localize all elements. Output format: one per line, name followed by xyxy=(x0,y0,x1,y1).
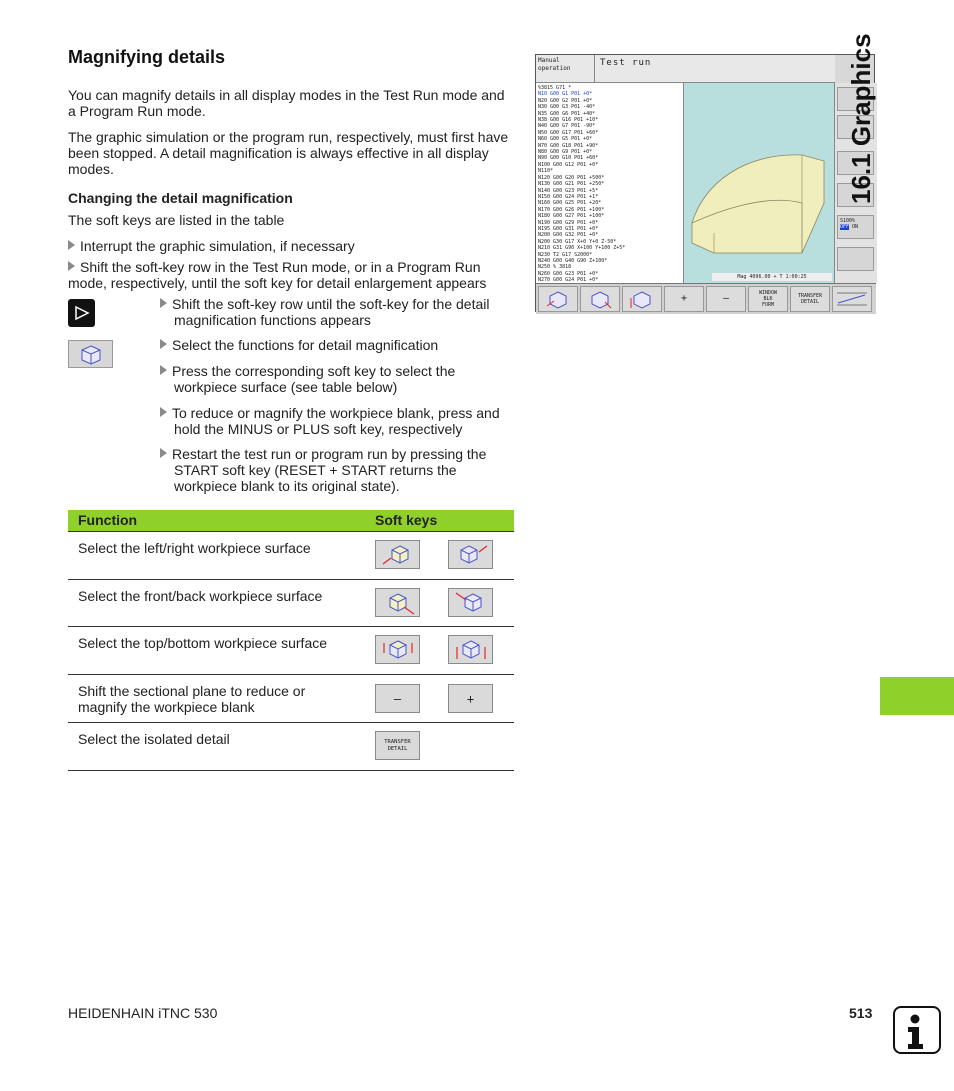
mode-label: Manual operation xyxy=(536,55,595,83)
detail-magnification-key[interactable] xyxy=(68,340,113,368)
program-line: N240 G00 G40 G90 Z+100* xyxy=(538,257,608,264)
bullet-arrow-icon xyxy=(68,261,75,271)
graphics-window xyxy=(684,83,834,283)
program-line: N190 G00 G29 P01 +0* xyxy=(538,219,599,226)
bullet-arrow-icon xyxy=(160,339,167,349)
step-5: Restart the test run or program run by pressing the START soft key (RESET + START returns the workpiece blank to its original state). xyxy=(160,446,486,494)
program-line: N130 G00 G21 P01 +250* xyxy=(538,181,605,188)
chapter-side-title: 16.1 Graphics xyxy=(846,33,876,204)
step-3: Press the corresponding soft key to select the workpiece surface (see table below) xyxy=(160,363,455,395)
back-surface-softkey[interactable] xyxy=(448,588,493,617)
program-line: N70 G00 G18 P01 +90* xyxy=(538,142,599,149)
program-listing xyxy=(536,83,684,283)
program-line: N230 T2 G17 S2000* xyxy=(538,251,593,258)
info-glyph xyxy=(895,1008,939,1052)
program-line: N250 % 3818 xyxy=(538,264,572,271)
cube-top-icon xyxy=(378,637,418,663)
footer-product: HEIDENHAIN iTNC 530 xyxy=(68,1005,218,1021)
program-line: N200 G30 G17 X+0 Y+0 Z-50* xyxy=(538,238,617,245)
plus-softkey[interactable]: + xyxy=(448,684,493,713)
subheading: Changing the detail magnification xyxy=(68,190,293,206)
program-line: N10 G00 G1 P01 +0* xyxy=(538,91,593,98)
program-line: N30 G00 G3 P01 -40* xyxy=(538,104,596,111)
program-line: N260 G00 G23 P01 +0* xyxy=(538,270,599,277)
softkey-minus[interactable]: – xyxy=(706,286,746,312)
intro-paragraph-2: The graphic simulation or the program run, respectively, must first have been stopped. A detail magnification is always effective in all display modes. xyxy=(68,129,509,177)
right-surface-softkey[interactable] xyxy=(448,540,493,569)
program-line: N80 G00 G9 P01 +0* xyxy=(538,149,593,156)
front-surface-softkey[interactable] xyxy=(375,588,420,617)
program-line: N140 G00 G23 P01 +5* xyxy=(538,187,599,194)
info-icon xyxy=(893,1006,941,1054)
program-line: N150 G00 G24 P01 +1* xyxy=(538,193,599,200)
bottom-surface-softkey[interactable] xyxy=(448,635,493,664)
transfer-detail-softkey[interactable]: TRANSFER DETAIL xyxy=(375,731,420,760)
program-line: N60 G00 G5 P01 +0* xyxy=(538,136,593,143)
program-line: N40 G00 G7 P01 -90* xyxy=(538,123,596,130)
table-row: Shift the sectional plane to reduce or magnify the workpiece blank – + xyxy=(68,675,514,723)
softkey-left-right[interactable] xyxy=(538,286,578,312)
triangle-right-icon xyxy=(68,299,95,327)
program-line: N120 G00 G20 P01 +500* xyxy=(538,174,605,181)
program-line: N210 G31 G90 X+100 Y+100 Z+5* xyxy=(538,245,626,252)
program-line: N270 G00 G24 P01 +0* xyxy=(538,277,599,284)
tnc-screenshot xyxy=(535,54,875,312)
page-number: 513 xyxy=(849,1005,873,1021)
softkey-top-bottom[interactable] xyxy=(622,286,662,312)
workpiece-graphic xyxy=(684,83,834,283)
program-line: N50 G00 G17 P01 +60* xyxy=(538,129,599,136)
bullet-arrow-icon xyxy=(160,365,167,375)
program-line: N20 G00 G2 P01 +0* xyxy=(538,97,593,104)
softkey-row xyxy=(536,283,876,314)
function-table xyxy=(68,510,514,771)
program-line: N100 G00 G12 P01 +0* xyxy=(538,161,599,168)
cube-front-icon xyxy=(378,590,418,616)
side-key-minus[interactable] xyxy=(837,247,874,271)
program-line: N195 G00 G31 P01 +0* xyxy=(538,225,599,232)
cube-icon xyxy=(69,341,114,369)
bullet-2: Shift the soft-key row in the Test Run mode, or in a Program Run mode, respectively, until the soft key for detail enlargement appears xyxy=(68,259,487,291)
program-line: N200 G00 G32 P01 +0* xyxy=(538,232,599,239)
status-line: Mag 4096.00 + T 1:00:25 xyxy=(712,273,832,281)
table-header: Function Soft keys xyxy=(68,510,514,531)
program-line: N170 G00 G26 P01 +100* xyxy=(538,206,605,213)
table-row: Select the front/back workpiece surface xyxy=(68,580,514,627)
top-surface-softkey[interactable] xyxy=(375,635,420,664)
step-1: Shift the soft-key row until the soft-key for the detail magnification functions appears xyxy=(160,296,489,328)
minus-softkey[interactable]: – xyxy=(375,684,420,713)
program-line: N180 G00 G27 P01 +100* xyxy=(538,213,605,220)
softkey-transfer-detail[interactable]: TRANSFER DETAIL xyxy=(790,286,830,312)
cube-left-icon xyxy=(378,542,418,568)
table-row: Select the isolated detail TRANSFER DETAIL xyxy=(68,723,514,771)
bullet-arrow-icon xyxy=(160,407,167,417)
program-line: N110* xyxy=(538,168,554,175)
bullet-arrow-icon xyxy=(160,298,167,308)
table-row: Select the left/right workpiece surface xyxy=(68,532,514,580)
softkey-slider[interactable] xyxy=(832,286,872,312)
softkey-front-back[interactable] xyxy=(580,286,620,312)
softkey-window-blk-form[interactable]: WINDOW BLK FORM xyxy=(748,286,788,312)
program-line: N90 G00 G10 P01 +60* xyxy=(538,155,599,162)
intro-paragraph-1: You can magnify details in all display modes in the Test Run mode and a Program Run mode. xyxy=(68,87,505,119)
bullet-arrow-icon xyxy=(68,240,75,250)
softkey-plus[interactable]: + xyxy=(664,286,704,312)
next-softkey-row-key[interactable] xyxy=(68,299,95,327)
page-heading: Magnifying details xyxy=(68,47,226,67)
table-row: Select the top/bottom workpiece surface xyxy=(68,627,514,675)
left-surface-softkey[interactable] xyxy=(375,540,420,569)
program-line: N160 G00 G25 P01 +20* xyxy=(538,200,602,207)
bullet-1: Interrupt the graphic simulation, if necessary xyxy=(68,238,355,254)
program-line: N35 G00 G6 P01 +40* xyxy=(538,110,596,117)
step-2: Select the functions for detail magnification xyxy=(160,337,438,353)
cube-back-icon xyxy=(451,590,491,616)
softkeys-note: The soft keys are listed in the table xyxy=(68,212,285,228)
cube-bottom-icon xyxy=(451,637,491,663)
chapter-tab-marker xyxy=(880,677,954,715)
cube-right-icon xyxy=(451,542,491,568)
program-line: N38 G00 G16 P01 +10* xyxy=(538,117,599,124)
side-key-onoff[interactable]: S100% OFF ON xyxy=(837,215,874,239)
step-4: To reduce or magnify the workpiece blank, press and hold the MINUS or PLUS soft key, respectively xyxy=(160,405,500,437)
screen-title: Test run xyxy=(595,55,835,83)
program-line: %3815 G71 * xyxy=(538,85,572,91)
bullet-arrow-icon xyxy=(160,448,167,458)
